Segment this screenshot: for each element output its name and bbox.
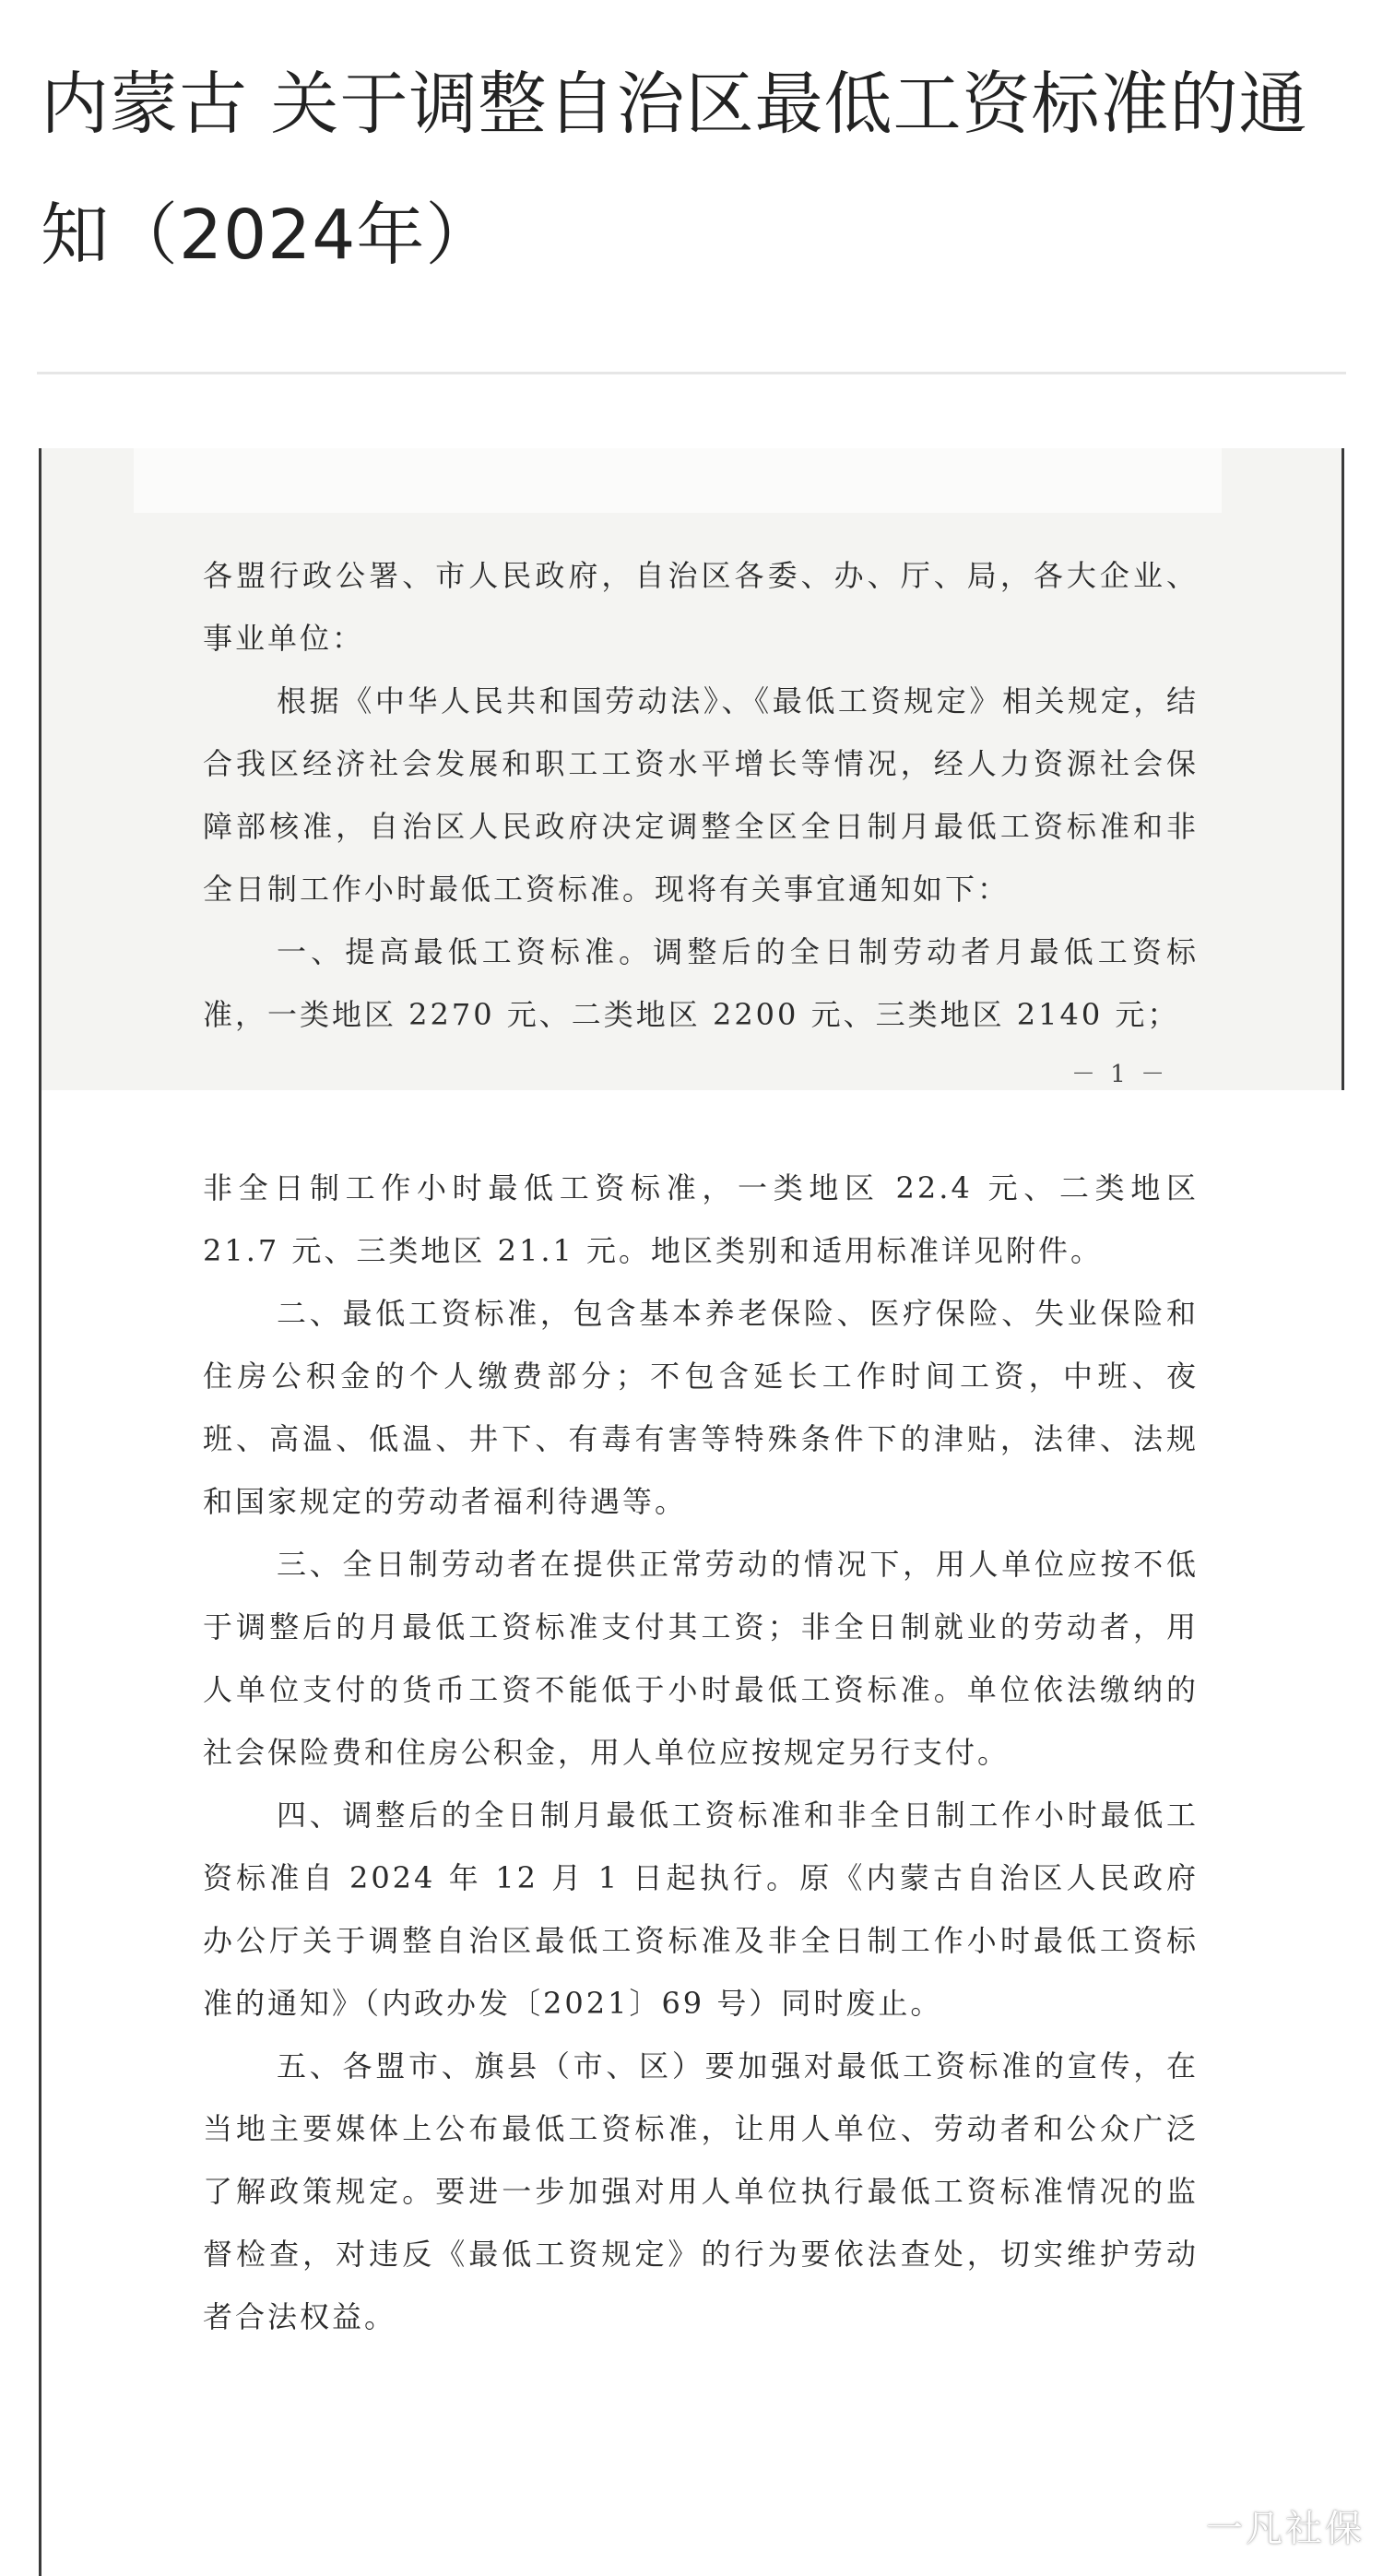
item-2-paragraph: 二、最低工资标准，包含基本养老保险、医疗保险、失业保险和住房公积金的个人缴费部分；不包含延长工作时间工资，中班、夜班、高温、低温、井下、有毒有害等特殊条件下的津贴，法律、法规和国家规定的劳动者福利待遇等。 [203,1296,1199,1519]
article-title: 内蒙古 关于调整自治区最低工资标准的通知（2024年） [41,65,1308,275]
item-5-paragraph: 五、各盟市、旗县（市、区）要加强对最低工资标准的宣传，在当地主要媒体上公布最低工资标准，让用人单位、劳动者和公众广泛了解政策规定。要进一步加强对用人单位执行最低工资标准情况的监督检查，对违反《最低工资规定》的行为要依法查处，切实维护劳动者合法权益。 [203,2048,1199,2334]
item-1-paragraph: 一、提高最低工资标准。调整后的全日制劳动者月最低工资标准，一类地区 2270 元、二类地区 2200 元、三类地区 2140 元； [203,934,1199,1032]
page-number: － 1 － [1071,1061,1169,1088]
page-1-text [203,544,1199,1046]
intro-paragraph: 根据《中华人民共和国劳动法》、《最低工资规定》相关规定，结合我区经济社会发展和职工工资水平增长等情况，经人力资源社会保障部核准，自治区人民政府决定调整全区全日制月最低工资标准和非全日制工作小时最低工资标准。现将有关事宜通知如下： [203,683,1199,907]
scan-top-strip [134,448,1222,513]
item-4-paragraph: 四、调整后的全日制月最低工资标准和非全日制工作小时最低工资标准自 2024 年 12 月 1 日起执行。原《内蒙古自治区人民政府办公厅关于调整自治区最低工资标准及非全日制工作小时最低工资标准的通知》（内政办发〔2021〕69 号）同时废止。 [203,1798,1199,2021]
page-2-text [203,1157,1199,2348]
addressee: 各盟行政公署、市人民政府，自治区各委、办、厅、局，各大企业、事业单位： [203,558,1199,656]
item-1-continuation: 非全日制工作小时最低工资标准，一类地区 22.4 元、二类地区 21.7 元、三类地区 21.1 元。地区类别和适用标准详见附件。 [203,1170,1199,1268]
item-3-paragraph: 三、全日制劳动者在提供正常劳动的情况下，用人单位应按不低于调整后的月最低工资标准支付其工资；非全日制就业的劳动者，用人单位支付的货币工资不能低于小时最低工资标准。单位依法缴纳的社会保险费和住房公积金，用人单位应按规定另行支付。 [203,1547,1199,1770]
watermark: 一凡社保 [1206,2508,1365,2550]
title-divider [37,372,1346,374]
